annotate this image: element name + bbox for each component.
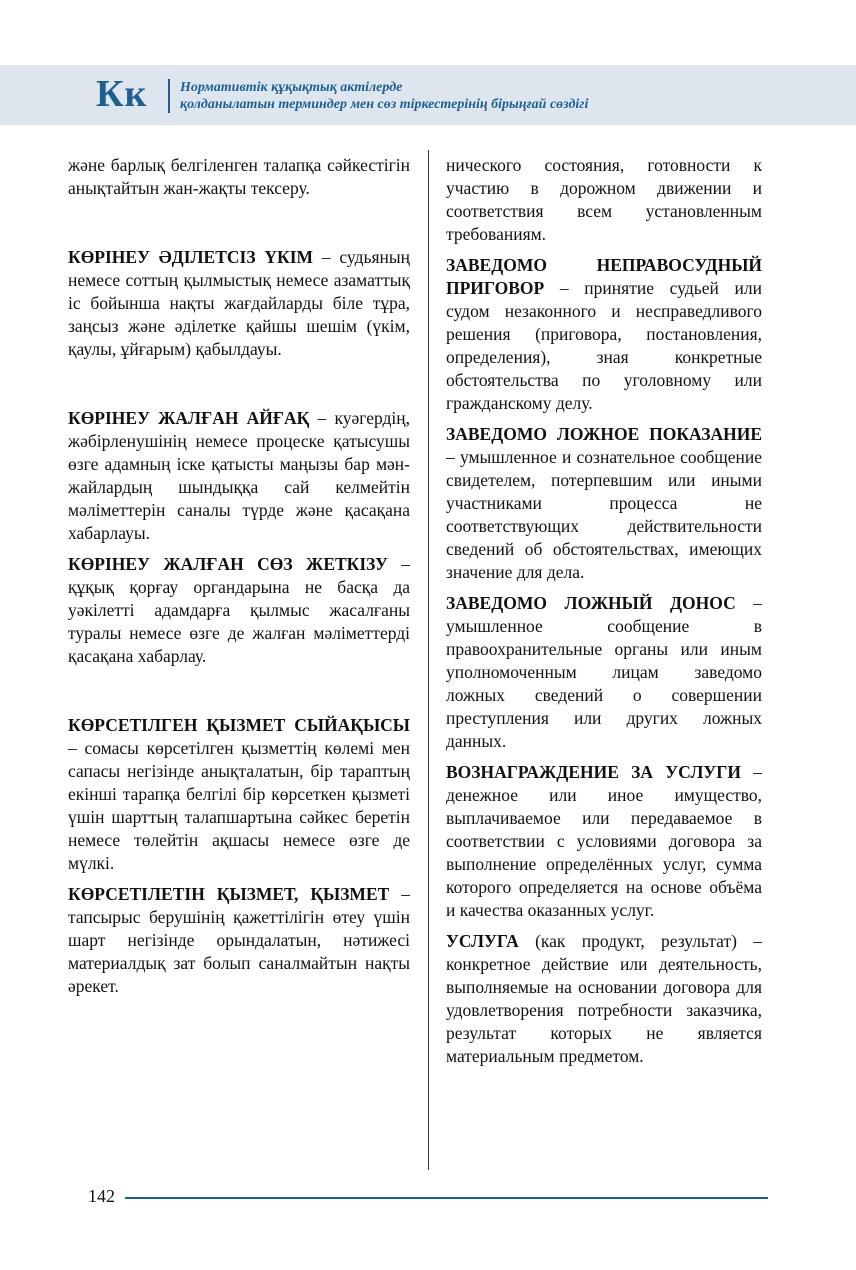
entry-definition: – умышленное сообщение в правоохранительные органы или иным уполномоченным лицам заведомо ложных сведений о совершении преступления или других ложных данных. [446,593,762,751]
entry-definition: – куәгердің, жәбірленушінің немесе процеске қатысушы өзге адамның іске қатысты маңызы бар мән-жайлардың шындыққа сай келмейтін мәліметтерін саналы түрде және қасақана хабарлауы. [68,408,410,543]
entry-term: УСЛУГА [446,931,519,951]
entry-definition: – денежное или иное имущество, выплачиваемое или передаваемое в соответствии с условиями договора за выполнение определённых услуг, сумма которого определяется на основе объёма и качества оказанных услуг. [446,762,762,920]
entry-definition: – принятие судьей или судом незаконного и несправедливого решения (приговора, постановления, определения), зная конкретные обстоятельства по уголовному или гражданскому делу. [446,278,762,413]
entry-definition: – сомасы көрсетілген қызметтің көлемі мен сапасы негізінде анықталатын, бір тараптың екінші тарапқа белгілі бір көрсеткен қызметі үшін шарттың талапшартына сәйкес беретін немесе төлейтін ақшасы немесе өзге де мүлкі. [68,738,410,873]
page-number: 142 [88,1186,115,1206]
entry-definition: – құқық қорғау органдарына не басқа да уәкілетті адамдарға қылмыс жасалғаны туралы немесе өзге де жалған мәліметтерді қасақана хабарлау. [68,554,410,666]
entry-term: ВОЗНАГРАЖДЕНИЕ ЗА УСЛУГИ [446,762,741,782]
running-title [180,79,588,113]
entry [446,423,762,584]
entry-definition: (как продукт, результат) – конкретное действие или деятельность, выполняемые на основании договора для удовлетворения потребности заказчика, результат которых не является материальным предметом. [446,931,762,1066]
entry-term: КӨРІНЕУ ӘДІЛЕТСІЗ ҮКІМ [68,247,314,267]
header-divider [168,79,170,113]
entry-term: КӨРСЕТІЛГЕН ҚЫЗМЕТ СЫЙАҚЫСЫ [68,715,410,735]
entry [68,883,410,998]
entry-term: КӨРІНЕУ ЖАЛҒАН АЙҒАҚ [68,408,310,428]
entry-term: ЗАВЕДОМО НЕПРАВОСУДНЫЙ ПРИГОВОР [446,255,762,298]
entry-definition: – судьяның немесе соттың қылмыстық немесе азаматтық іс бойынша нақты жағдайларды біле тұра, заңсыз және әділетке қайшы шешім (үкім, қаулы, ұйғарым) қабылдауы. [68,247,411,359]
entry [68,246,410,361]
entry [446,930,762,1068]
entry-definition: – тапсырыс берушінің қажеттілігін өтеу үшін шарт негізінде орындалатын, нәтижесі материалдық зат болып саналмайтын нақты әрекет. [68,884,411,996]
entry-continuation: және барлық белгіленген талапқа сәйкестігін анықтайтын жан-жақты тексеру. [68,155,410,198]
entry [68,714,410,875]
entry [446,761,762,922]
entry [68,553,410,668]
entry [446,254,762,415]
entry-term: ЗАВЕДОМО ЛОЖНОЕ ПОКАЗАНИЕ [446,424,762,444]
footer-rule [125,1197,768,1199]
column-divider [428,150,429,1170]
section-letter: Кк [96,73,148,115]
entry-definition: – умышленное и сознательное сообщение свидетелем, потерпевшим или иными участниками процесса не соответствующих действительности сведений об обстоятельствах, имеющих значение для дела. [446,447,762,582]
left-column [68,154,410,998]
entry-term: КӨРІНЕУ ЖАЛҒАН СӨЗ ЖЕТКІЗУ [68,554,388,574]
entry-term: КӨРСЕТІЛЕТІН ҚЫЗМЕТ, ҚЫЗМЕТ [68,884,390,904]
right-column [446,154,762,1068]
running-title-line-2: қолданылатын терминдер мен сөз тіркестерінің бірыңғай сөздігі [180,97,589,112]
entry [68,407,410,545]
running-title-line-1: Нормативтік құқықтық актілерде [180,80,403,95]
entry-term: ЗАВЕДОМО ЛОЖНЫЙ ДОНОС [446,593,736,613]
entry [446,592,762,753]
entry-continuation: нического состояния, готовности к участию в дорожном движении и соответствия всем установленным требованиям. [446,155,762,244]
